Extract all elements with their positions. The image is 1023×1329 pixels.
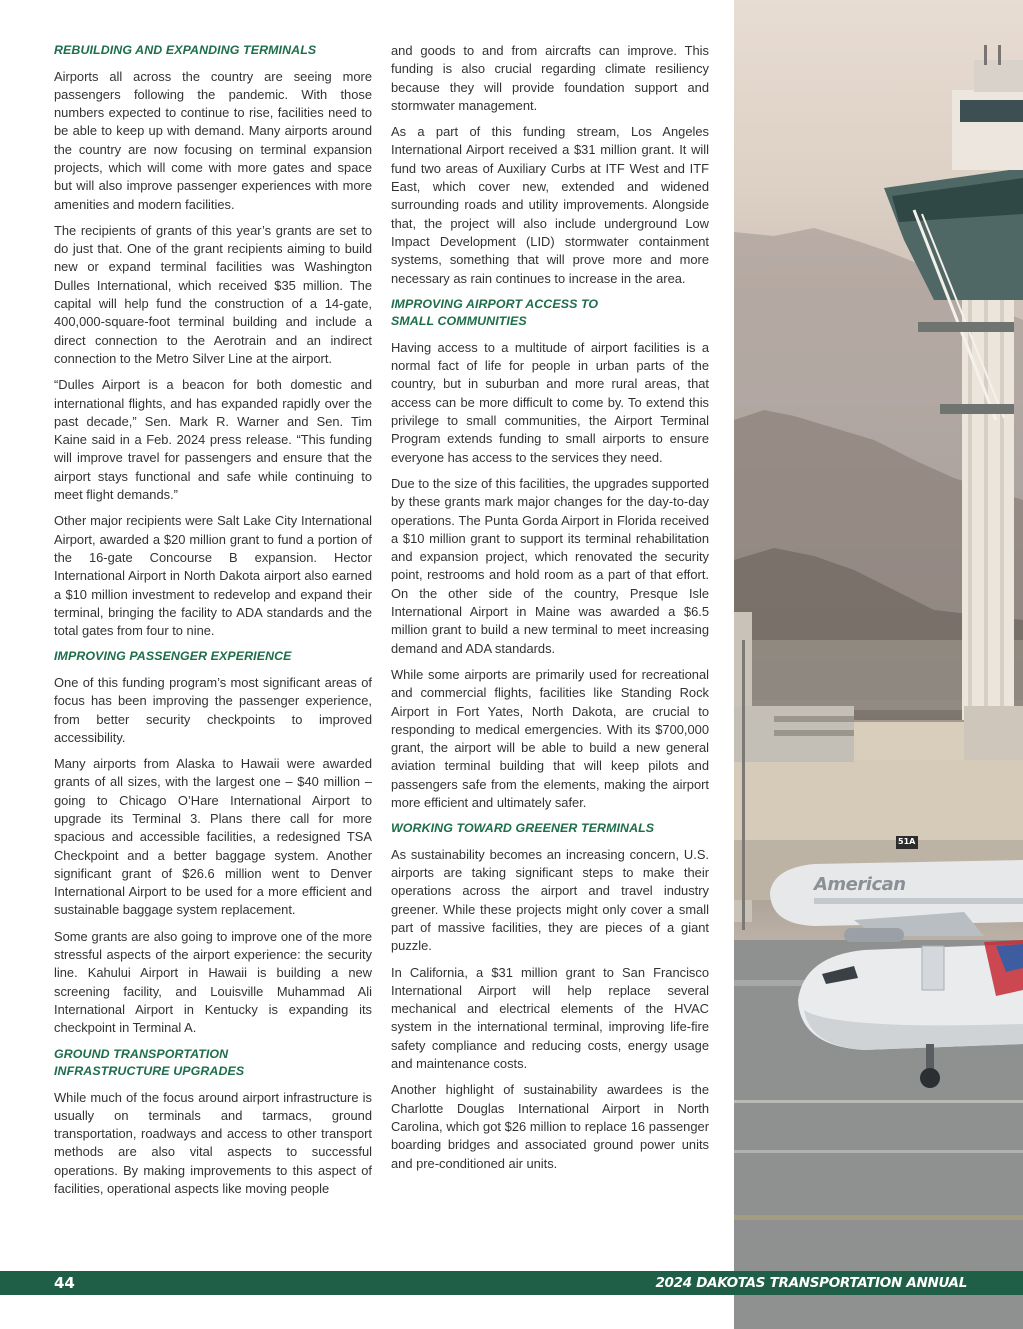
paragraph: Airports all across the country are seeing more passengers following the pandemic. With those numbers expected to continue to rise, facilities need to be able to keep up with demand. Many airports around the country are now focusing on terminal expansion projects, which will come with more gates and space but will also improve passenger experiences with more amenities and modern facilities.: [54, 68, 372, 212]
paragraph: As sustainability becomes an increasing concern, U.S. airports are taking significant steps to make their operations across the airport and travel industry greener. While these projects might only cover a small part of massive facilities, they are pieces of a giant puzzle.: [391, 846, 709, 954]
heading-line: INFRASTRUCTURE UPGRADES: [54, 1064, 245, 1079]
paragraph: Having access to a multitude of airport facilities is a normal fact of life for people in urban parts of the country, but in suburban and more rural areas, that access can be more difficult to come by. To extend this privilege to small communities, the Airport Terminal Program extends funding to small airports to ensure everyone has access to the services they need.: [391, 339, 709, 465]
right-column: [391, 42, 709, 1181]
heading-line: GROUND TRANSPORTATION: [54, 1046, 229, 1061]
paragraph: and goods to and from aircrafts can improve. This funding is also crucial regarding climate resiliency because they will provide foundation support and stormwater management.: [391, 43, 709, 113]
paragraph: Some grants are also going to improve one of the more stressful aspects of the airport experience: the security line. Kahului Airport in Hawaii is building a new screening facility, and Louisville Muhammad Ali International Airport in Kentucky is expanding its checkpoint in Terminal A.: [54, 928, 372, 1036]
paragraph: One of this funding program’s most significant areas of focus has been improving the passenger experience, from better security checkpoints to improved accessibility.: [54, 674, 372, 745]
left-column: [54, 42, 372, 1206]
section-heading: [54, 1046, 372, 1081]
paragraph: Other major recipients were Salt Lake City International Airport, awarded a $20 million grant to fund a portion of the 16-gate Concourse B expansion. Hector International Airport in North Dakota airport also earned a $10 million investment to redevelop and expand their terminal, bringing the facility to ADA standards and the total gates from four to nine.: [54, 513, 372, 639]
aircraft-livery-text: American: [814, 874, 906, 895]
section-heading: REBUILDING AND EXPANDING TERMINALS: [54, 43, 317, 57]
paragraph: Many airports from Alaska to Hawaii were awarded grants of all sizes, with the largest one – $40 million – going to Chicago O’Hare International Airport to upgrade its Terminal 3. Plans there call for more spacious and accessible facilities, a redesigned TSA Checkpoint and a better baggage system. Another significant grant of $26.6 million went to Denver International Airport to be used for a more efficient and sustainable baggage system replacement.: [54, 756, 372, 918]
paragraph: The recipients of grants of this year’s grants are set to do just that. One of the grant recipients aiming to build new or expand terminal facilities was Washington Dulles International, which received $35 million. The capital will help fund the construction of a 14-gate, 400,000-square-foot terminal building and include a direct connection to the Aerotrain and an indirect connection to the Metro Silver Line at the airport.: [54, 222, 372, 366]
paragraph: While much of the focus around airport infrastructure is usually on terminals and tarmacs, ground transportation, roadways and access to other transport methods are also vital aspects to successful operations. By making improvements to this aspect of facilities, operational aspects like moving people: [54, 1089, 372, 1197]
airport-photo: [734, 0, 1023, 1329]
paragraph: As a part of this funding stream, Los Angeles International Airport received a $31 million grant. It will fund two areas of Auxiliary Curbs at ITF West and ITF East, which cover new, extended and widened surrounding roads and utility improvements. Alongside that, the project will also include underground Low Impact Development (LID) stormwater containment systems, something that will prove more and more necessary as rain continues to increase in the area.: [391, 124, 709, 286]
paragraph: “Dulles Airport is a beacon for both domestic and international flights, and has expanded rapidly over the past decade,” Sen. Mark R. Warner and Sen. Tim Kaine said in a Feb. 2024 press release. “This funding will improve travel for passengers and ensure that the airport stays functional and safe while continuing to meet flight demands.”: [54, 377, 372, 503]
paragraph: In California, a $31 million grant to San Francisco International Airport will help replace several mechanical and electrical elements of the HVAC system in the international terminal, improving life-fire safety compliance and reducing costs, energy usage and maintenance costs.: [391, 964, 709, 1072]
airport-photo-illustration: [734, 0, 1023, 1329]
paragraph: Another highlight of sustainability awardees is the Charlotte Douglas International Airport in North Carolina, which got $26 million to replace 16 passenger boarding bridges and associated ground power units and pre-conditioned air units.: [391, 1082, 709, 1171]
heading-line: SMALL COMMUNITIES: [391, 314, 527, 329]
section-heading: WORKING TOWARD GREENER TERMINALS: [391, 821, 655, 836]
section-heading: [391, 296, 709, 331]
heading-line: IMPROVING AIRPORT ACCESS TO: [391, 296, 599, 311]
paragraph: While some airports are primarily used for recreational and commercial flights, facilities like Standing Rock Airport in Fort Yates, North Dakota, are crucial to responding to medical emergencies. With its $700,000 grant, the airport will be able to build a new general aviation terminal building that will keep pilots and passengers safe from the elements, making the airport more efficient and ultimately safer.: [391, 666, 709, 810]
gate-sign: 51A: [898, 837, 916, 846]
page-number: 44: [54, 1274, 75, 1292]
section-heading: IMPROVING PASSENGER EXPERIENCE: [54, 649, 292, 664]
paragraph: Due to the size of this facilities, the upgrades supported by these grants mark major changes for the day-to-day operations. The Punta Gorda Airport in Florida received a $10 million grant to support its terminal rehabilitation and expansion project, which renovated the security point, restrooms and hold room as a part of that effort. On the other side of the country, Presque Isle International Airport in Maine was awarded a $6.5 million grant to build a new terminal to meet increasing demand and ADA standards.: [391, 475, 709, 656]
publication-title: 2024 DAKOTAS TRANSPORTATION ANNUAL: [655, 1275, 967, 1291]
